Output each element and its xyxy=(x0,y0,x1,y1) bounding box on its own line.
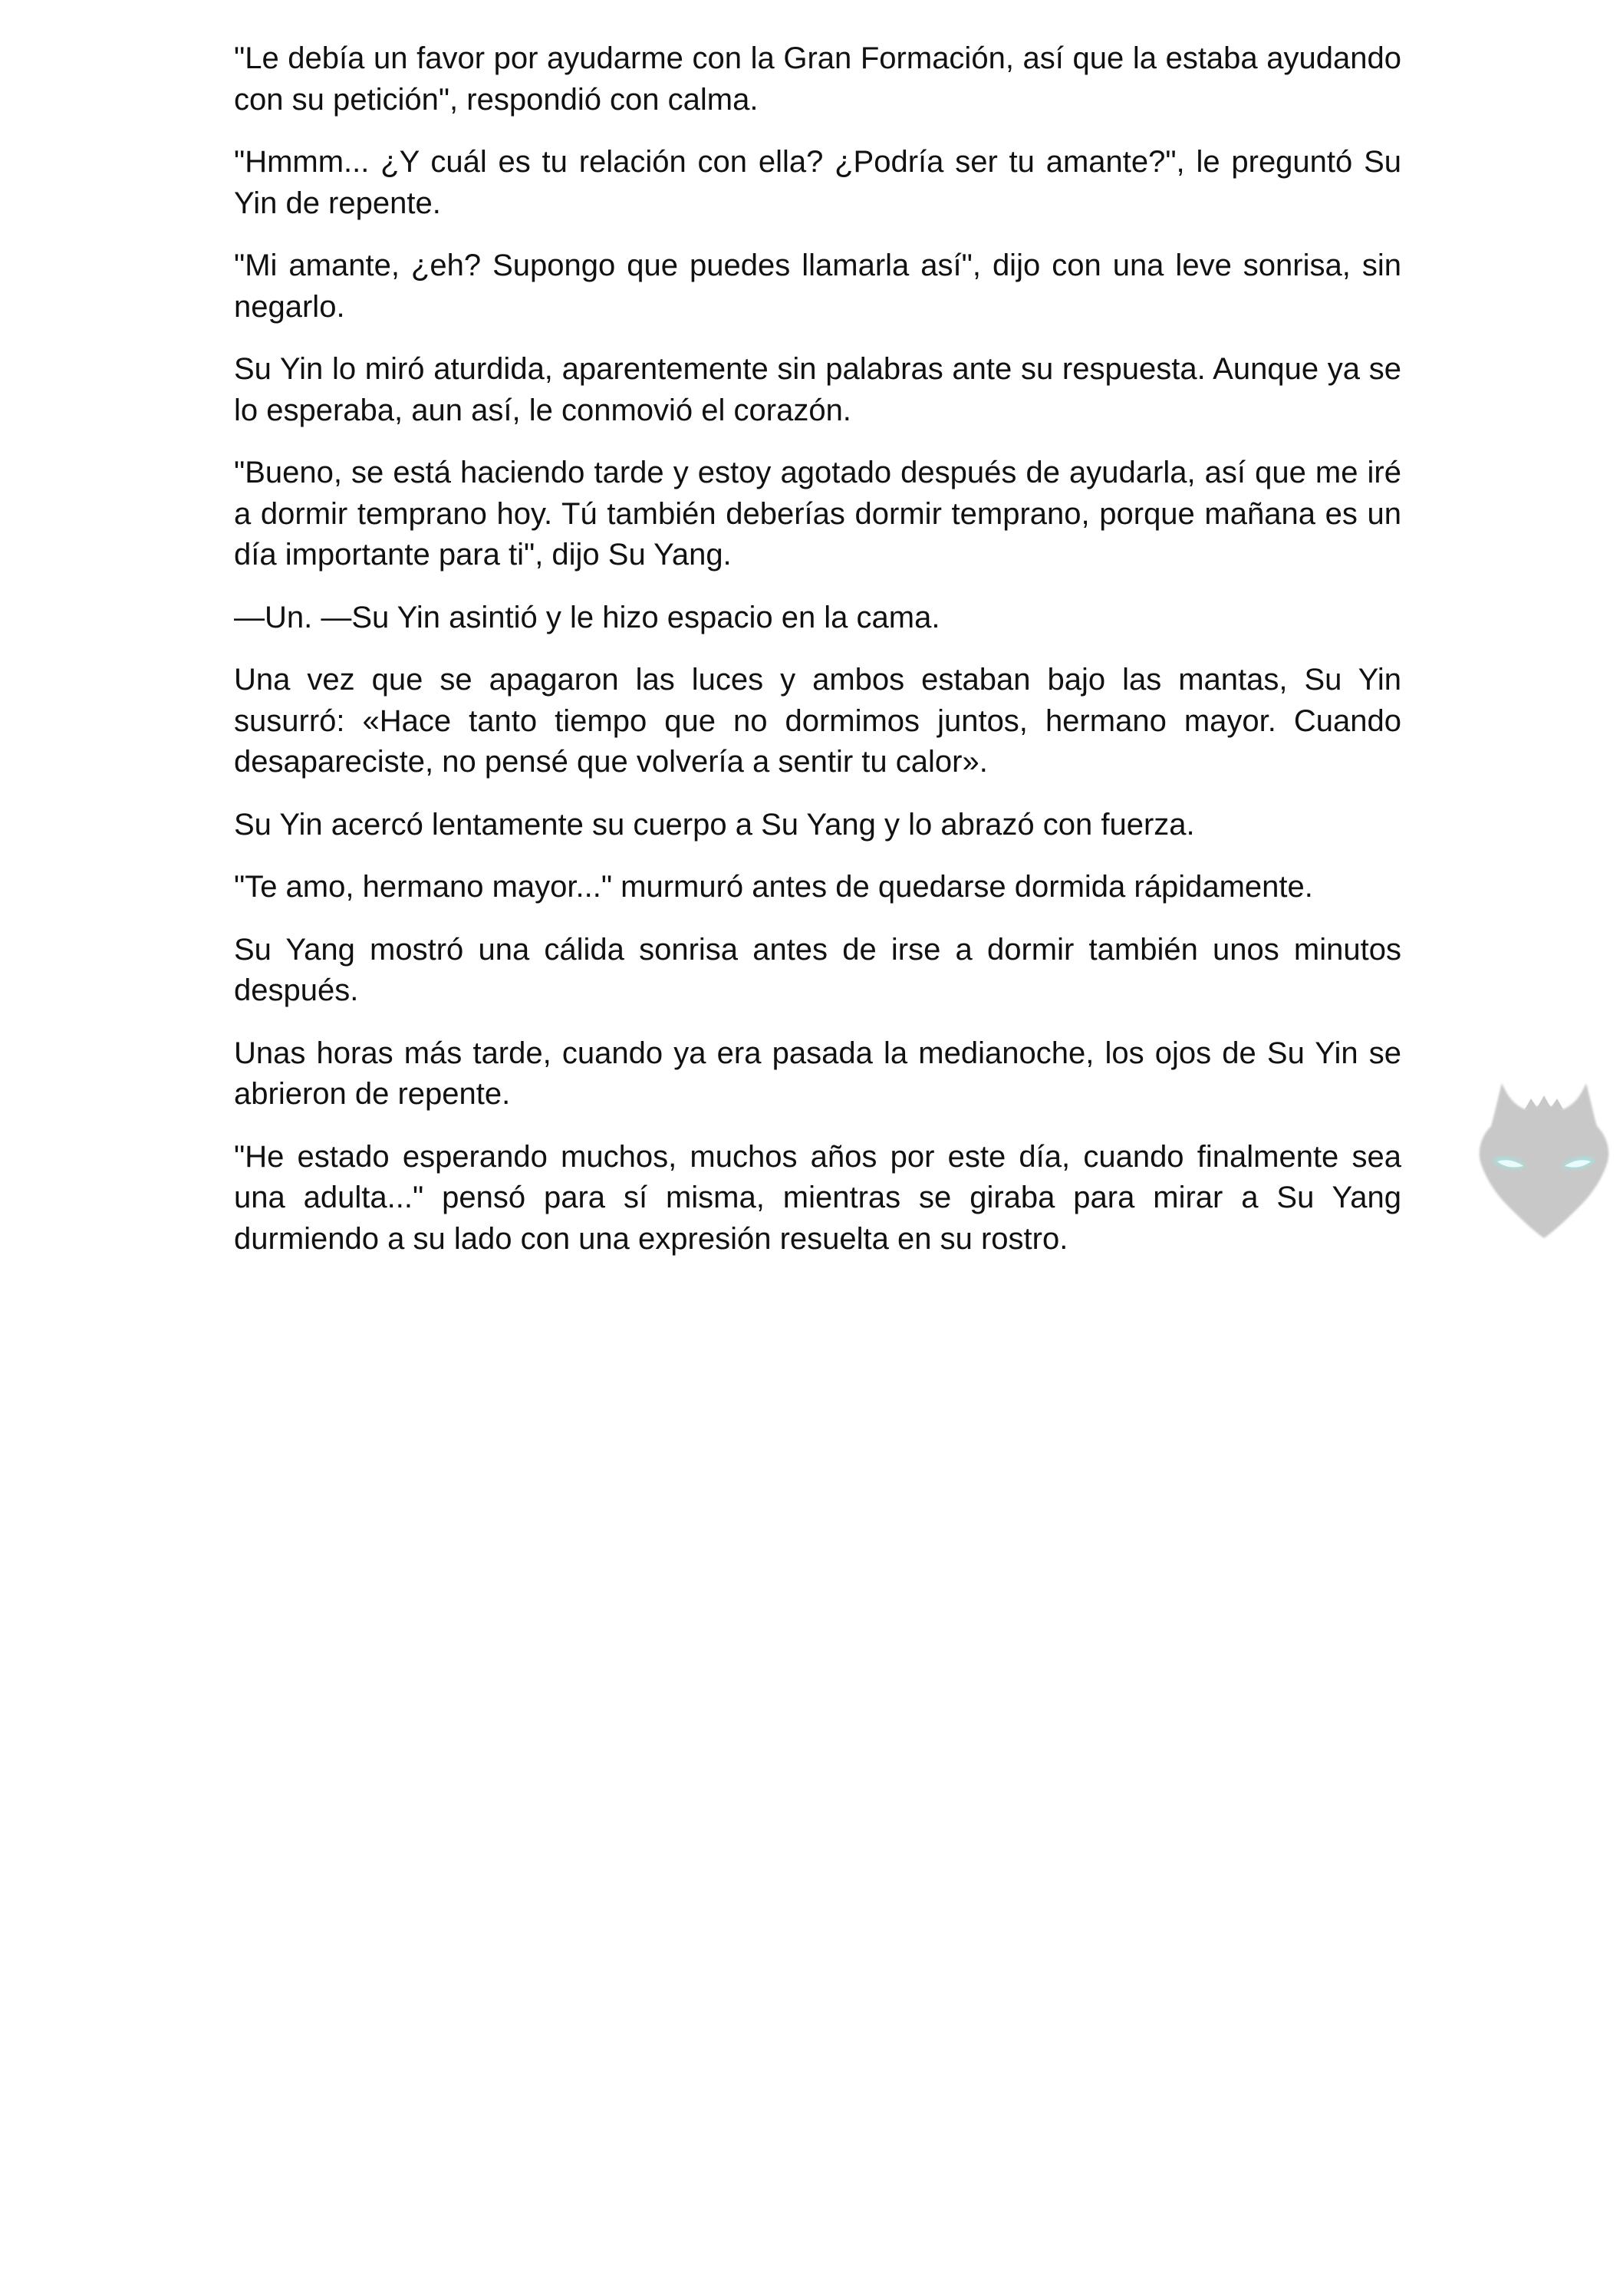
paragraph: Unas horas más tarde, cuando ya era pasada la medianoche, los ojos de Su Yin se abrieron de repente. xyxy=(234,1036,1401,1111)
paragraph: "Le debía un favor por ayudarme con la Gran Formación, así que la estaba ayudando con su petición", respondió con calma. xyxy=(234,41,1401,117)
demon-head-logo-icon xyxy=(1471,1076,1617,1244)
document-body xyxy=(234,38,1401,1281)
paragraph: "Te amo, hermano mayor..." murmuró antes de quedarse dormida rápidamente. xyxy=(234,870,1313,904)
paragraph: "Bueno, se está haciendo tarde y estoy agotado después de ayudarla, así que me iré a dormir temprano hoy. Tú también deberías dormir temprano, porque mañana es un día importante para ti", dijo Su Yang. xyxy=(234,456,1401,572)
paragraph: "Hmmm... ¿Y cuál es tu relación con ella? ¿Podría ser tu amante?", le preguntó Su Yin de repente. xyxy=(234,145,1401,220)
paragraph: "He estado esperando muchos, muchos años por este día, cuando finalmente sea una adulta..." pensó para sí misma, mientras se giraba para mirar a Su Yang durmiendo a su lado con una expresión resuelta en su rostro. xyxy=(234,1139,1401,1256)
paragraph: —Un. —Su Yin asintió y le hizo espacio en la cama. xyxy=(234,600,940,634)
paragraph: "Mi amante, ¿eh? Supongo que puedes llamarla así", dijo con una leve sonrisa, sin negarlo. xyxy=(234,249,1401,324)
paragraph: Su Yin lo miró aturdida, aparentemente sin palabras ante su respuesta. Aunque ya se lo esperaba, aun así, le conmovió el corazón. xyxy=(234,352,1401,427)
paragraph: Su Yang mostró una cálida sonrisa antes de irse a dormir también unos minutos después. xyxy=(234,932,1401,1007)
paragraph: Su Yin acercó lentamente su cuerpo a Su Yang y lo abrazó con fuerza. xyxy=(234,807,1195,842)
paragraph: Una vez que se apagaron las luces y ambos estaban bajo las mantas, Su Yin susurró: «Hace tanto tiempo que no dormimos juntos, hermano mayor. Cuando desapareciste, no pensé que volvería a sentir tu calor». xyxy=(234,663,1401,779)
